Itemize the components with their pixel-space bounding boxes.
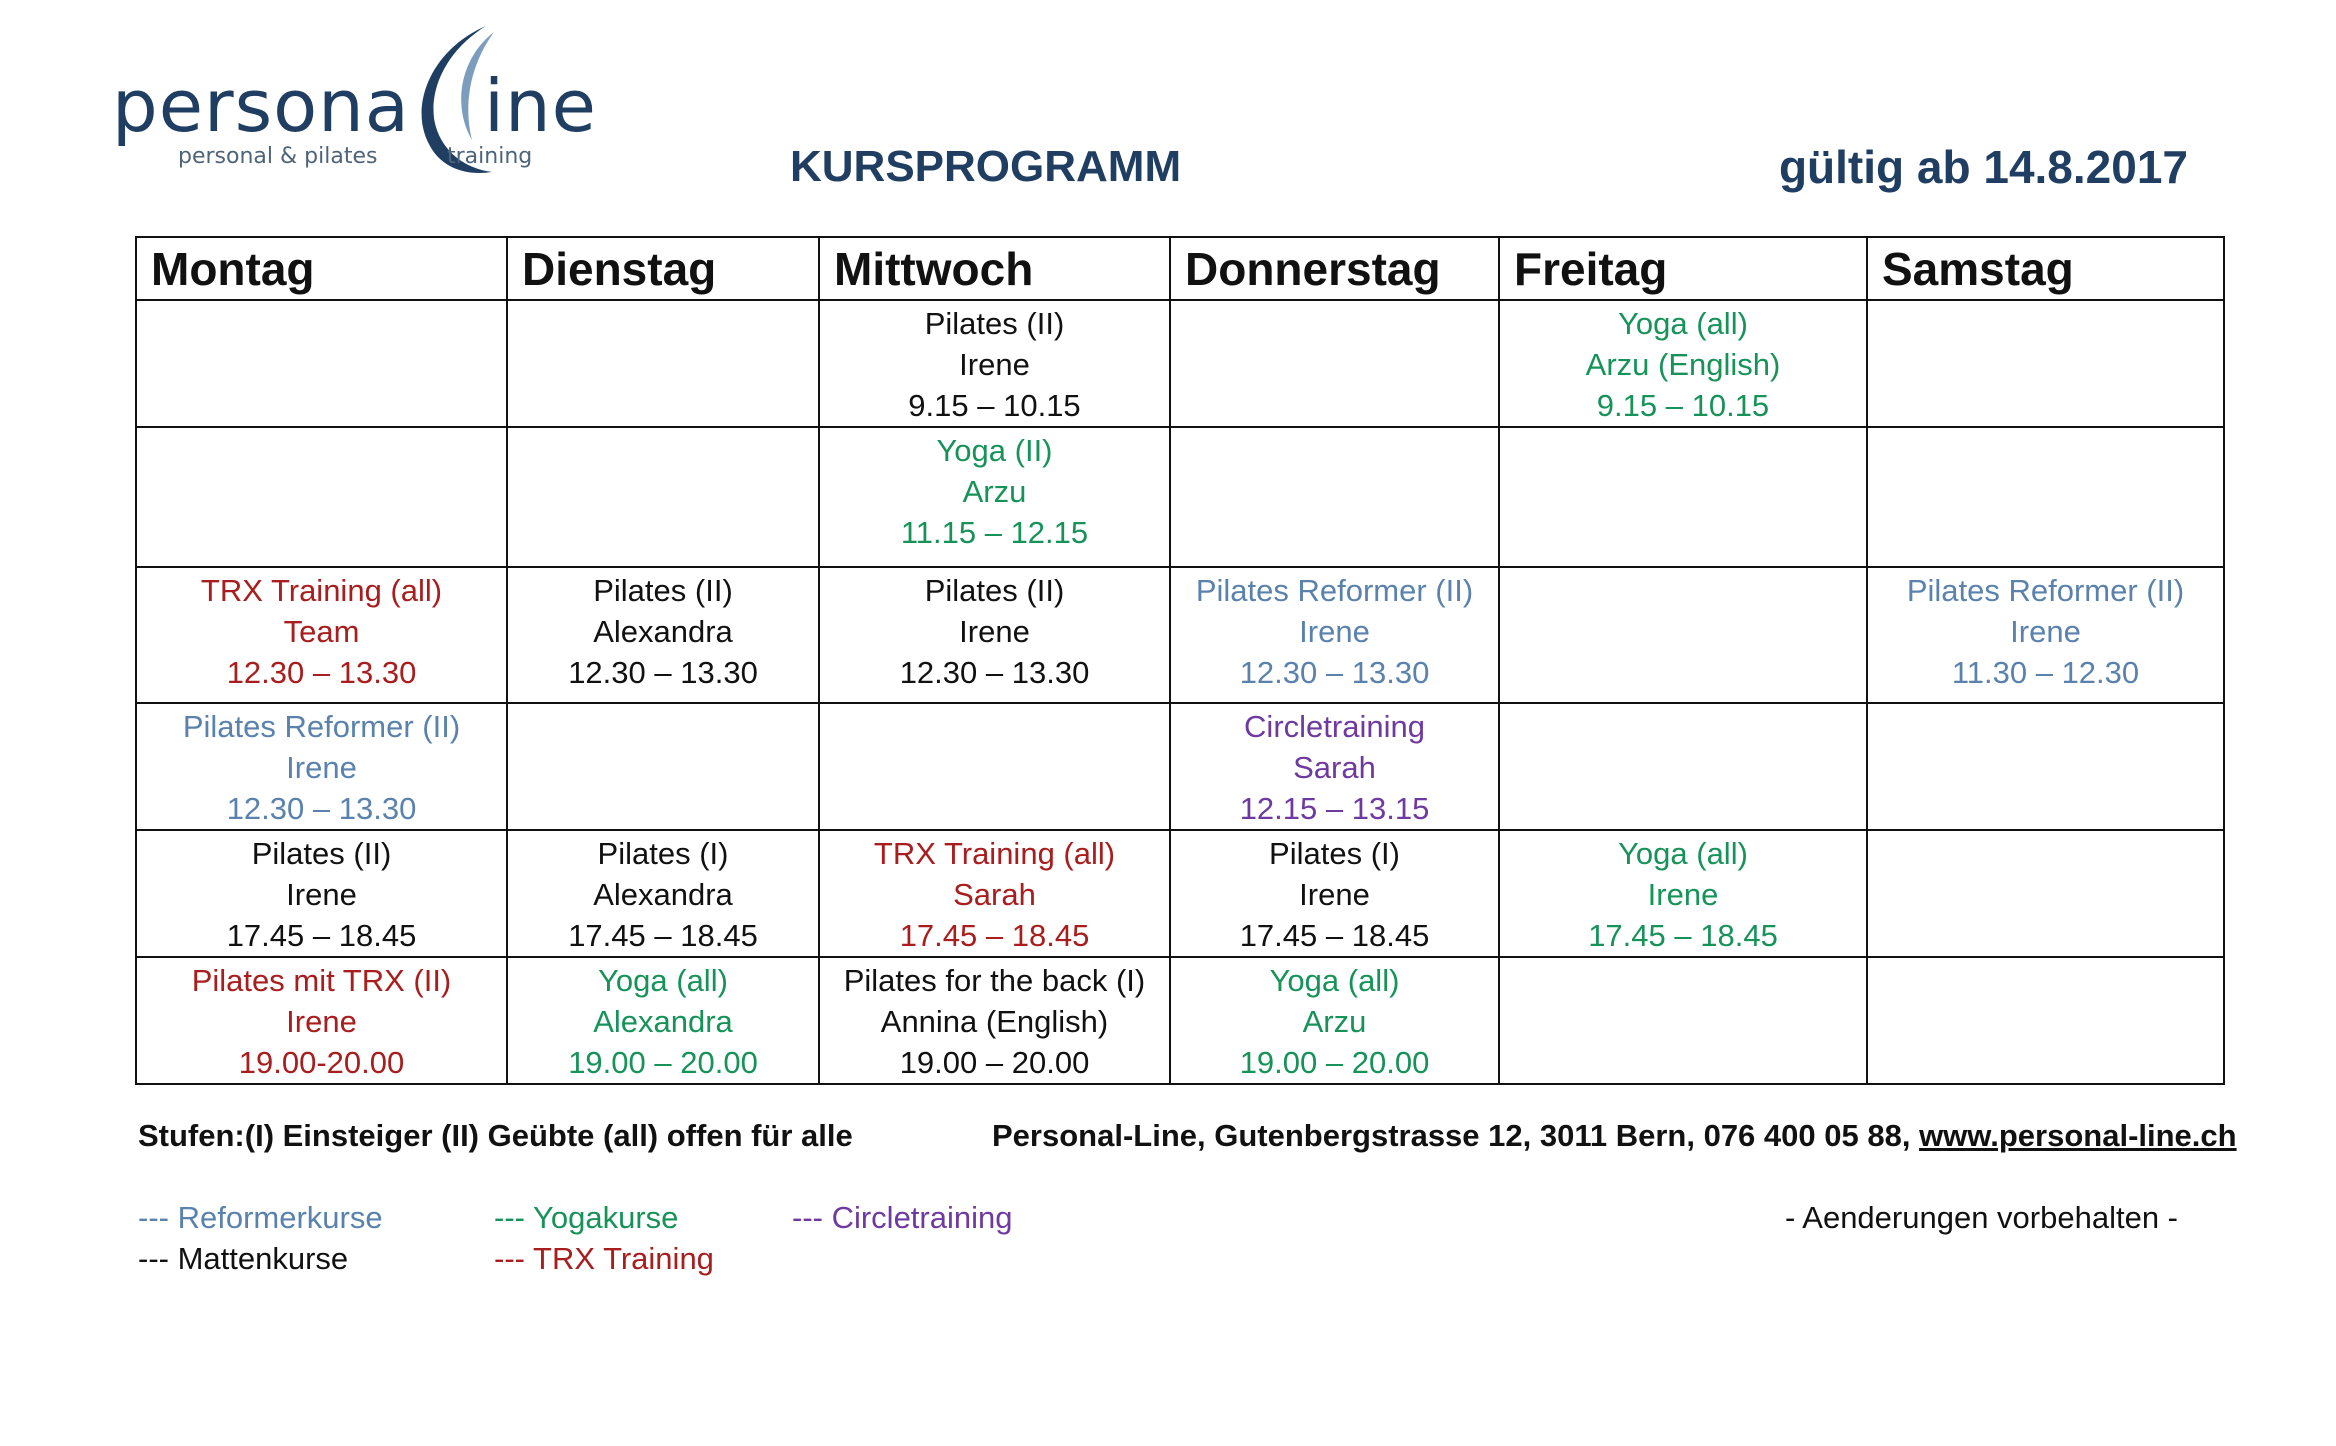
course-time: 12.30 – 13.30 <box>568 655 758 690</box>
course-name: Pilates (II) <box>924 573 1065 608</box>
course-time: 12.15 – 13.15 <box>1239 791 1430 826</box>
course-cell <box>507 567 819 703</box>
studio-contact <box>992 1118 2237 1154</box>
changes-note: - Aenderungen vorbehalten - <box>1785 1200 2178 1235</box>
schedule-row <box>136 703 2224 830</box>
logo-tagline-right: training <box>447 144 533 169</box>
empty-cell <box>819 703 1170 830</box>
course-cell <box>819 830 1170 957</box>
day-header: Dienstag <box>507 237 819 300</box>
course-time: 17.45 – 18.45 <box>899 918 1090 953</box>
schedule-row <box>136 300 2224 427</box>
course-time: 12.30 – 13.30 <box>899 655 1090 690</box>
course-time: 19.00 – 20.00 <box>568 1045 758 1080</box>
empty-cell <box>507 703 819 830</box>
course-name: TRX Training (all) <box>873 836 1116 871</box>
course-cell <box>1499 830 1867 957</box>
course-name: Pilates Reformer (II) <box>1906 573 2185 608</box>
company-logo <box>112 22 597 182</box>
course-instructor: Alexandra <box>593 1004 733 1039</box>
day-header: Montag <box>136 237 507 300</box>
course-time: 9.15 – 10.15 <box>908 388 1081 423</box>
course-name: Pilates (II) <box>924 306 1065 341</box>
legend-reformer: --- Reformerkurse <box>138 1200 383 1235</box>
course-cell <box>507 830 819 957</box>
legend-circletraining: --- Circletraining <box>792 1200 1013 1235</box>
schedule-row <box>136 957 2224 1084</box>
course-instructor: Sarah <box>953 877 1036 912</box>
course-name: Pilates for the back (I) <box>843 963 1146 998</box>
empty-cell <box>1867 957 2224 1084</box>
course-instructor: Alexandra <box>593 614 733 649</box>
empty-cell <box>1867 427 2224 567</box>
course-cell <box>136 703 507 830</box>
course-time: 12.30 – 13.30 <box>226 655 417 690</box>
legend-trx: --- TRX Training <box>494 1241 714 1276</box>
course-cell <box>819 957 1170 1084</box>
course-name: Circletraining <box>1244 709 1425 744</box>
empty-cell <box>1867 703 2224 830</box>
course-time: 11.30 – 12.30 <box>1951 655 2140 690</box>
website-link[interactable]: www.personal-line.ch <box>1919 1118 2237 1153</box>
course-time: 12.30 – 13.30 <box>226 791 417 826</box>
course-cell <box>136 830 507 957</box>
empty-cell <box>1499 703 1867 830</box>
course-instructor: Irene <box>1647 877 1719 912</box>
course-name: Pilates Reformer (II) <box>1195 573 1474 608</box>
course-instructor: Irene <box>1299 614 1370 649</box>
course-name: Pilates (I) <box>1269 836 1400 871</box>
course-name: Pilates (II) <box>251 836 392 871</box>
legend-mat: --- Mattenkurse <box>138 1241 349 1276</box>
course-instructor: Annina (English) <box>880 1004 1109 1039</box>
course-name: Yoga (all) <box>1269 963 1400 998</box>
course-instructor: Sarah <box>1293 750 1376 785</box>
schedule-row <box>136 427 2224 567</box>
course-time: 17.45 – 18.45 <box>568 918 758 953</box>
course-cell <box>1499 300 1867 427</box>
empty-cell <box>136 300 507 427</box>
course-name: Yoga (II) <box>936 433 1053 468</box>
schedule-row <box>136 567 2224 703</box>
day-header: Samstag <box>1867 237 2224 300</box>
course-cell <box>1170 703 1499 830</box>
logo-tagline-left: personal & pilates <box>178 144 378 169</box>
course-time: 17.45 – 18.45 <box>226 918 417 953</box>
course-cell <box>1170 957 1499 1084</box>
course-time: 12.30 – 13.30 <box>1239 655 1430 690</box>
course-instructor: Irene <box>286 877 357 912</box>
course-instructor: Irene <box>286 750 357 785</box>
course-time: 19.00 – 20.00 <box>1239 1045 1430 1080</box>
empty-cell <box>1867 300 2224 427</box>
course-cell <box>819 300 1170 427</box>
course-name: Pilates (I) <box>597 836 729 871</box>
empty-cell <box>136 427 507 567</box>
course-instructor: Irene <box>286 1004 357 1039</box>
course-cell <box>819 427 1170 567</box>
empty-cell <box>507 427 819 567</box>
course-instructor: Arzu <box>1302 1004 1367 1039</box>
course-cell <box>136 567 507 703</box>
course-cell <box>507 957 819 1084</box>
course-cell <box>1170 567 1499 703</box>
course-cell <box>1867 567 2224 703</box>
course-time: 19.00-20.00 <box>238 1045 405 1080</box>
empty-cell <box>1499 567 1867 703</box>
course-schedule-table <box>135 236 2225 1085</box>
empty-cell <box>1170 427 1499 567</box>
schedule-row <box>136 830 2224 957</box>
course-name: Yoga (all) <box>1618 836 1748 871</box>
logo-word-end: ine <box>484 64 597 148</box>
course-name: Pilates mit TRX (II) <box>191 963 452 998</box>
course-name: Pilates Reformer (II) <box>182 709 461 744</box>
empty-cell <box>1499 957 1867 1084</box>
studio-address: Personal-Line, Gutenbergstrasse 12, 3011 Bern, 076 400 05 88, <box>992 1118 1920 1153</box>
course-instructor: Irene <box>1299 877 1370 912</box>
empty-cell <box>1499 427 1867 567</box>
course-name: Pilates (II) <box>593 573 733 608</box>
empty-cell <box>1867 830 2224 957</box>
course-time: 17.45 – 18.45 <box>1588 918 1778 953</box>
course-instructor: Arzu (English) <box>1585 347 1781 382</box>
course-instructor: Alexandra <box>593 877 733 912</box>
logo-wordmark <box>112 64 597 148</box>
level-legend: Stufen:(I) Einsteiger (II) Geübte (all) offen für alle <box>138 1118 853 1153</box>
course-name: Yoga (all) <box>598 963 728 998</box>
logo-word-start: persona <box>112 64 410 148</box>
course-instructor: Irene <box>2010 614 2081 649</box>
course-time: 19.00 – 20.00 <box>899 1045 1090 1080</box>
course-cell <box>1170 830 1499 957</box>
course-time: 9.15 – 10.15 <box>1596 388 1770 423</box>
empty-cell <box>507 300 819 427</box>
course-time: 17.45 – 18.45 <box>1239 918 1430 953</box>
empty-cell <box>1170 300 1499 427</box>
day-header: Mittwoch <box>819 237 1170 300</box>
course-instructor: Irene <box>959 347 1030 382</box>
course-cell <box>819 567 1170 703</box>
course-time: 11.15 – 12.15 <box>900 515 1089 550</box>
course-cell <box>136 957 507 1084</box>
page-title: KURSPROGRAMM <box>790 142 1182 191</box>
course-name: Yoga (all) <box>1618 306 1748 341</box>
course-instructor: Arzu <box>962 474 1027 509</box>
day-header-row <box>136 237 2224 300</box>
day-header: Donnerstag <box>1170 237 1499 300</box>
valid-from-date: gültig ab 14.8.2017 <box>1778 141 2188 193</box>
course-instructor: Team <box>283 614 360 649</box>
course-name: TRX Training (all) <box>200 573 443 608</box>
course-instructor: Irene <box>959 614 1030 649</box>
day-header: Freitag <box>1499 237 1867 300</box>
legend-yoga: --- Yogakurse <box>494 1200 679 1235</box>
